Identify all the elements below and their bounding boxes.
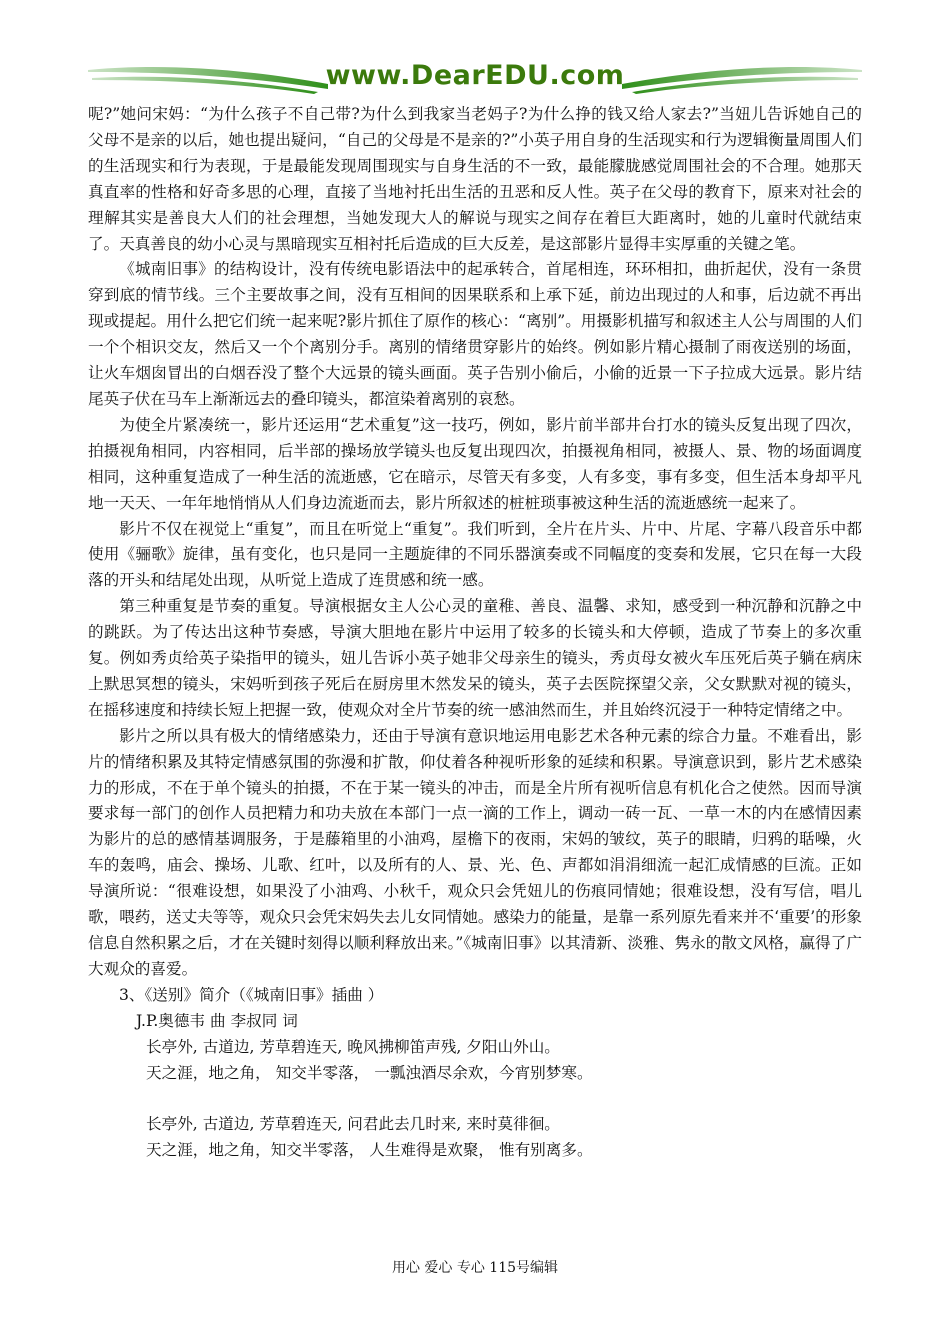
article-body: [88, 102, 862, 1164]
paragraph-2: 《城南旧事》的结构设计，没有传统电影语法中的起承转合，首尾相连，环环相扣，曲折起伏，没有一条贯穿到底的情节线。三个主要故事之间，没有互相间的因果联系和上承下延，前边出现过的人和事，后边就不再出现或提起。用什么把它们统一起来呢?影片抓住了原作的核心：“离别”。用摄影机描写和叙述主人公与周围的人们一个个相识交友，然后又一个个离别分手。离别的情绪贯穿影片的始终。例如影片精心摄制了雨夜送别的场面，让火车烟囱冒出的白烟吞没了整个大远景的镜头画面。英子告别小偷后，小偷的近景一下子拉成大远景。影片结尾英子伏在马车上渐渐远去的叠印镜头，都渲染着离别的哀愁。: [88, 260, 862, 408]
lyric-line: 天之涯，地之角，知交半零落， 人生难得是欢聚， 惟有别离多。: [146, 1141, 593, 1160]
paragraph-6: 影片之所以具有极大的情绪感染力，还由于导演有意识地运用电影艺术各种元素的综合力量。不难看出，影片的情绪积累及其特定情感氛围的弥漫和扩散，仰仗着各种视听形象的延续和积累。导演意识到，影片艺术感染力的形成，不在于单个镜头的拍摄，不在于某一镜头的冲击，而是全片所有视听信息有机化合之使然。因而导演要求每一部门的创作人员把精力和功夫放在本部门一点一滴的工作上，调动一砖一瓦、一草一木的内在感情因素为影片的总的感情基调服务，于是藤箱里的小油鸡，屋檐下的夜雨，宋妈的皱纹，英子的眼睛，归鸦的聒噪，火车的轰鸣，庙会、操场、儿歌、红叶，以及所有的人、景、光、色、声都如涓涓细流一起汇成情感的巨流。正如导演所说：“很难设想，如果没了小油鸡、小秋千，观众只会凭妞儿的伤痕同情她；很难设想，没有写信，唱儿歌，喂药，送丈夫等等，观众只会凭宋妈失去儿女同情她。感染力的能量，是靠一系列原先看来并不‘重要’的形象信息自然积累之后，才在关键时刻得以顺利释放出来。”《城南旧事》以其清新、淡雅、隽永的散文风格，赢得了广大观众的喜爱。: [88, 726, 863, 978]
lyric-line: 天之涯，地之角， 知交半零落， 一瓢浊酒尽余欢，今宵别梦寒。: [146, 1063, 593, 1082]
site-header-banner: [88, 58, 862, 98]
paragraph-5: 第三种重复是节奏的重复。导演根据女主人公心灵的童稚、善良、温馨、求知，感受到一种沉静和沉静之中的跳跃。为了传达出这种节奏感，导演大胆地在影片中运用了较多的长镜头和大停顿，造成了节奏上的多次重复。例如秀贞给英子染指甲的镜头，妞儿告诉小英子她非父母亲生的镜头，秀贞母女被火车压死后英子躺在病床上默思冥想的镜头，宋妈听到孩子死后在厨房里木然发呆的镜头，英子去医院探望父亲，父女默默对视的镜头，在摇移速度和持续长短上把握一致，使观众对全片节奏的统一感油然而生，并且始终沉浸于一种特定情绪之中。: [88, 597, 862, 719]
page-footer: 用心 爱心 专心 115号编辑: [391, 1260, 559, 1276]
stanza-gap: [88, 1086, 862, 1112]
paragraph-1: 呢?”她问宋妈：“为什么孩子不自己带?为什么到我家当老妈子?为什么挣的钱又给人家去?”当妞儿告诉她自己的父母不是亲的以后，她也提出疑问，“自己的父母是不是亲的?”小英子用自身的生活现实和行为逻辑衡量周围人们的生活现实和行为表现，于是最能发现周围现实与自身生活的不一致，最能朦胧感觉周围社会的不合理。她那天真直率的性格和好奇多思的心理，直接了当地衬托出生活的丑恶和反人性。英子在父母的教育下，原来对社会的理解其实是善良大人们的社会理想，当她发现大人的解说与现实之间存在着巨大距离时，她的儿童时代就结束了。天真善良的幼小心灵与黑暗现实互相衬托后造成的巨大反差，是这部影片显得丰实厚重的关键之笔。: [88, 105, 862, 253]
paragraph-3: 为使全片紧凑统一，影片还运用“艺术重复”这一技巧，例如，影片前半部井台打水的镜头反复出现了四次，拍摄视角相同，内容相同，后半部的操场放学镜头也反复出现四次，拍摄视角相同，被摄人、景、物的场面调度相同，这种重复造成了一种生活的流逝感，它在暗示，尽管天有多变，人有多变，事有多变，但生活本身却平凡地一天天、一年年地悄悄从人们身边流逝而去，影片所叙述的桩桩琐事被这种生活的流逝感统一起来了。: [88, 415, 862, 512]
song-credits: J.P.奥德韦 曲 李叔同 词: [136, 1011, 298, 1030]
section-heading: 3、《送别》简介（《城南旧事》插曲 ）: [119, 985, 384, 1004]
site-logo-text: www.DearEDU.com: [325, 60, 625, 91]
lyric-line: 长亭外, 古道边, 芳草碧连天, 问君此去几时来, 来时莫徘徊。: [146, 1115, 560, 1134]
paragraph-4: 影片不仅在视觉上“重复”，而且在听觉上“重复”。我们听到，全片在片头、片中、片尾、字幕八段音乐中都使用《骊歌》旋律，虽有变化，也只是同一主题旋律的不同乐器演奏或不同幅度的变奏和发展，它只在每一大段落的开头和结尾处出现，从听觉上造成了连贯感和统一感。: [88, 519, 862, 590]
lyric-line: 长亭外, 古道边, 芳草碧连天, 晚风拂柳笛声残, 夕阳山外山。: [146, 1037, 560, 1056]
